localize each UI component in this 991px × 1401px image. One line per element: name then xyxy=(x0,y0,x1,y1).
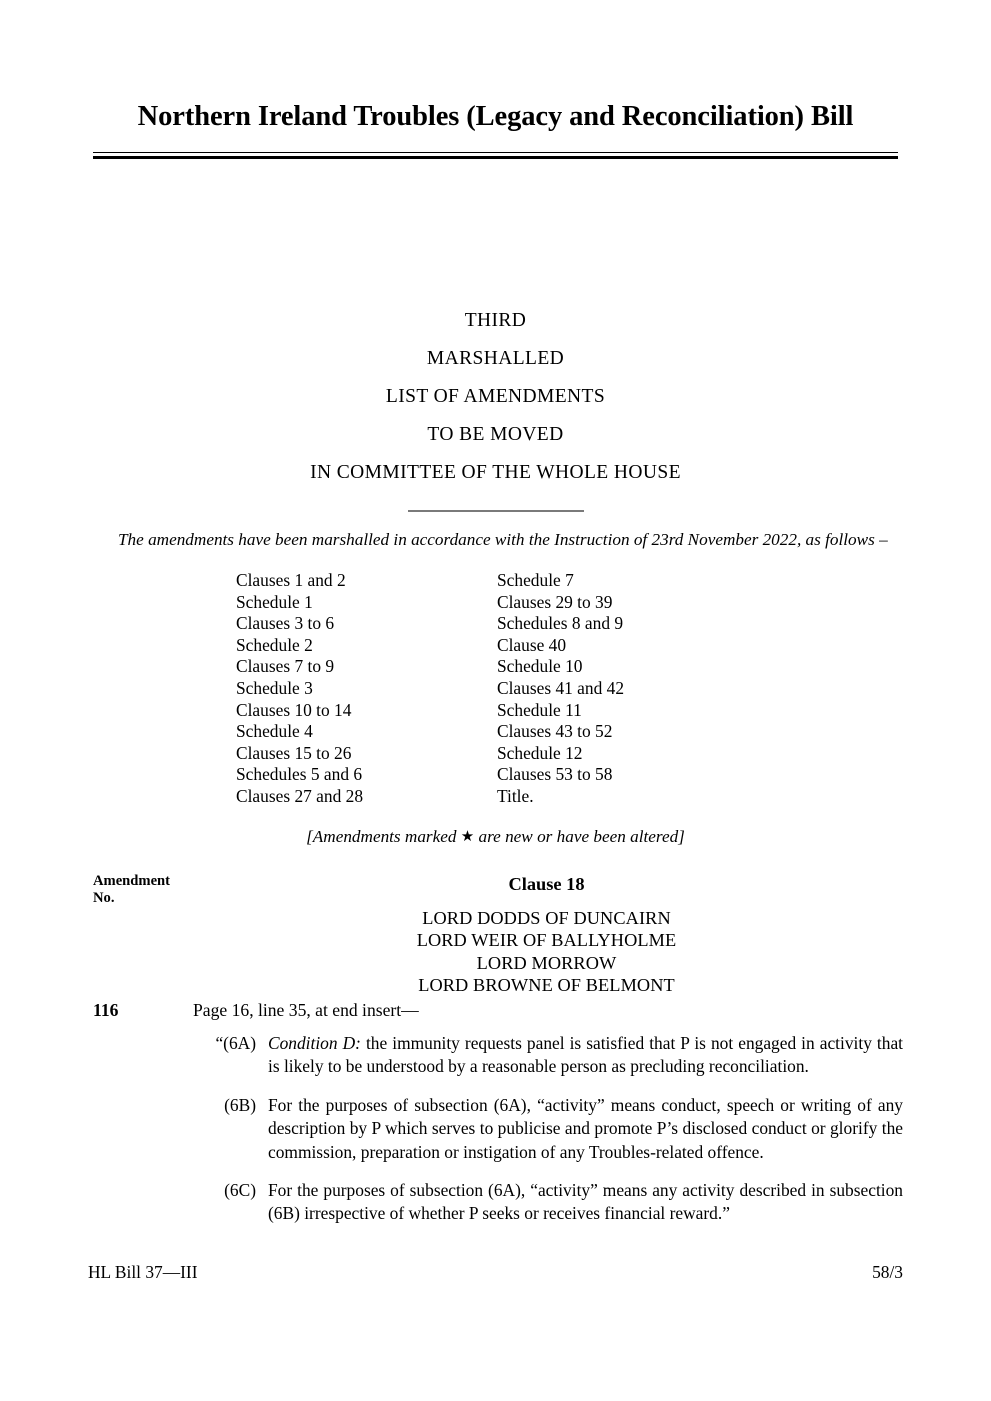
footer-bill-reference: HL Bill 37—III xyxy=(88,1262,198,1282)
page-title: Northern Ireland Troubles (Legacy and Reconciliation) Bill xyxy=(137,101,854,132)
list-item: Schedules 8 and 9 xyxy=(497,613,624,634)
subsection-marker: (6B) xyxy=(224,1094,256,1115)
subsection-marker: (6C) xyxy=(224,1180,256,1201)
heading-line-list-of-amendments: LIST OF AMENDMENTS xyxy=(385,386,606,408)
subsection-body xyxy=(268,1094,903,1164)
star-note-suffix: are new or have been altered] xyxy=(474,827,685,846)
list-item: Clauses 41 and 42 xyxy=(497,677,625,698)
subsection-italic-lead: Condition D: xyxy=(268,1033,361,1053)
subsection-text: For the purposes of subsection (6A), “activity” means any activity described in subsection (6B) irrespective of whether P seeks or receives financial reward.” xyxy=(268,1180,903,1224)
amendment-instruction: Page 16, line 35, at end insert— xyxy=(193,1000,419,1020)
list-item: Schedule 12 xyxy=(497,742,583,763)
instruction-text: The amendments have been marshalled in accordance with the Instruction of 23rd November 2022, as follows – xyxy=(118,530,888,549)
sponsor-name: LORD MORROW xyxy=(476,952,617,973)
list-item: Schedule 11 xyxy=(497,699,582,720)
subsection-text: For the purposes of subsection (6A), “activity” means conduct, speech or writing of any description by P which serves to publicise and promote P’s disclosed conduct or glorify the commission, preparation or instigation of any Troubles-related offence. xyxy=(268,1094,903,1162)
amendment-subsections xyxy=(188,1032,903,1241)
heading-line-marshalled: MARSHALLED xyxy=(426,348,565,370)
sponsor-name: LORD DODDS OF DUNCAIRN xyxy=(422,908,671,928)
list-item: Schedule 3 xyxy=(236,677,313,698)
list-item: Clauses 27 and 28 xyxy=(236,785,364,806)
list-item: Clauses 7 to 9 xyxy=(236,656,335,677)
amendment-number: 116 xyxy=(93,1000,119,1020)
list-item: Schedule 2 xyxy=(236,634,313,655)
masthead-divider xyxy=(93,152,898,159)
subsection-text: the immunity requests panel is satisfied that P is not engaged in activity that is likely to be understood by a reasonable person as precluding reconciliation. xyxy=(268,1033,903,1077)
clause-order-list xyxy=(236,570,756,808)
heading-line-to-be-moved: TO BE MOVED xyxy=(427,424,564,446)
list-item: Title. xyxy=(497,785,534,806)
list-item: Clauses 15 to 26 xyxy=(236,742,352,763)
subsection-6a xyxy=(188,1032,903,1079)
clause-heading: Clause 18 xyxy=(508,874,585,894)
page-footer xyxy=(88,1262,903,1283)
list-item: Schedule 10 xyxy=(497,656,583,677)
marshalling-instruction xyxy=(88,528,903,552)
subsection-body xyxy=(268,1032,903,1079)
footer-page-number: 58/3 xyxy=(872,1262,903,1282)
heading-line-in-committee: IN COMMITTEE OF THE WHOLE HOUSE xyxy=(310,462,681,484)
document-heading xyxy=(93,302,898,512)
list-item: Schedules 5 and 6 xyxy=(236,764,363,785)
star-note xyxy=(93,827,898,847)
list-item: Clauses 29 to 39 xyxy=(497,591,613,612)
subsection-6c xyxy=(188,1179,903,1226)
sponsor-name: LORD WEIR OF BALLYHOLME xyxy=(416,930,677,951)
amendment-sponsors xyxy=(190,907,903,997)
list-item: Clauses 3 to 6 xyxy=(236,613,335,634)
list-item: Schedule 7 xyxy=(497,570,574,590)
list-item: Schedule 1 xyxy=(236,591,313,612)
subsection-6b xyxy=(188,1094,903,1164)
star-note-prefix: [Amendments marked xyxy=(306,827,461,846)
clause-list-right-column xyxy=(497,570,752,808)
star-icon: ★ xyxy=(460,829,475,845)
list-item: Clauses 1 and 2 xyxy=(236,570,346,590)
sponsor-name: LORD BROWNE OF BELMONT xyxy=(418,975,675,996)
subsection-body xyxy=(268,1179,903,1226)
amendment-no-label-line1: Amendment xyxy=(93,873,171,889)
amendment-no-label-line2: No. xyxy=(93,890,115,906)
subsection-marker: “(6A) xyxy=(215,1033,256,1053)
list-item: Clauses 53 to 58 xyxy=(497,764,613,785)
clause-list-left-column xyxy=(236,570,497,808)
heading-short-rule xyxy=(408,510,584,512)
masthead xyxy=(93,98,898,159)
list-item: Clauses 43 to 52 xyxy=(497,721,613,742)
divider-thick-line xyxy=(93,156,898,159)
list-item: Schedule 4 xyxy=(236,721,313,742)
heading-line-third: THIRD xyxy=(464,310,527,331)
list-item: Clause 40 xyxy=(497,634,567,655)
list-item: Clauses 10 to 14 xyxy=(236,699,352,720)
